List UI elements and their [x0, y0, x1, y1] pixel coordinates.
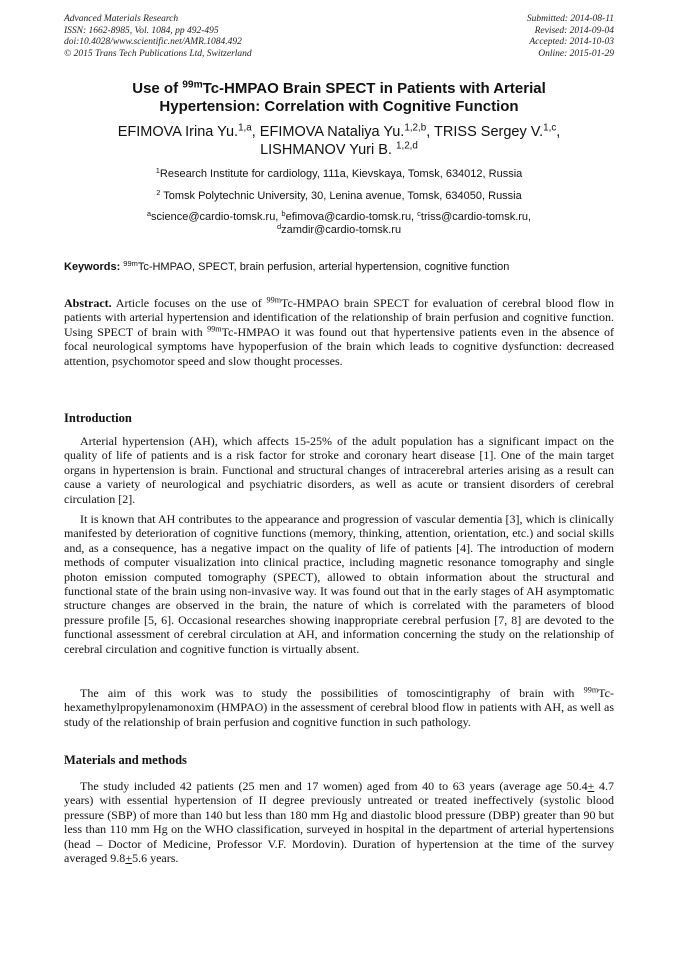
paper-title — [64, 80, 614, 116]
methods-text-c: 5.6 years. — [132, 851, 179, 866]
author-1-sup: 1,a — [238, 122, 252, 134]
methods-paragraph-1 — [64, 779, 614, 865]
affiliation-2-text: Tomsk Polytechnic University, 30, Lenina avenue, Tomsk, 634050, Russia — [160, 190, 522, 202]
keywords — [64, 258, 614, 274]
affiliation-1-text: Research Institute for cardiology, 111a, Kievskaya, Tomsk, 634012, Russia — [159, 168, 523, 180]
author-2: , EFIMOVA Nataliya Yu. — [251, 124, 405, 140]
plus-minus-2: + — [125, 851, 133, 866]
abstract-text-2: Tc-HMPAO brain SPECT for evaluation of cerebral blood flow in patients with arterial hypertension and identification of the relationship of brain perfusion and cognitive function. Using SPECT of brain with — [64, 296, 614, 339]
plus-minus-1: + — [587, 779, 595, 793]
affiliation-2-sup: 2 — [156, 187, 161, 197]
abstract-sup-2: 99m — [207, 324, 222, 334]
title-line1: Tc-HMPAO Brain SPECT in Patients with Arterial — [202, 80, 546, 97]
affiliation-1-sup: 1 — [155, 165, 160, 175]
copyright: © 2015 Trans Tech Publications Ltd, Switzerland — [64, 48, 252, 59]
publication-dates — [527, 14, 614, 60]
abstract-text-1: Article focuses on the use of — [111, 296, 267, 310]
methods-heading: Materials and methods — [64, 753, 187, 767]
title-prefix: Use of — [132, 80, 183, 97]
issn: ISSN: 1662-8985, Vol. 1084, pp 492-495 — [64, 25, 219, 36]
accepted-date: Accepted: 2014-10-03 — [529, 37, 614, 47]
keywords-text: Tc-HMPAO, SPECT, brain perfusion, arterial hypertension, cognitive function — [137, 261, 510, 273]
methods-text-b: 4.7 years) with essential hypertension of II degree previously untreated or treated ineffectively (systolic blood pressure (SBP) of more than 140 but less than 180 mm Hg and diastolic blood pressure (DBP) greater than 90 but less than 110 mm Hg on the WHO classification, surveyed in hospital in the department of arterial hypertensions (head – Doctor of Medicine, Professor V.F. Mordovin). Duration of hypertension at the time of the survey averaged 9.8 — [64, 779, 614, 866]
revised-date: Revised: 2014-09-04 — [534, 25, 614, 36]
methods-text-a: The study included 42 patients (25 men and 17 women) aged from 40 to 63 years (average age 50.4 — [80, 779, 588, 793]
submitted-date: Submitted: 2014-08-11 — [526, 14, 614, 24]
abstract-label: Abstract. — [64, 296, 112, 310]
doi: doi:10.4028/www.scientific.net/AMR.1084.492 — [64, 37, 242, 47]
email-a[interactable]: science@cardio-tomsk.ru, — [151, 211, 282, 223]
author-3-sup: 1,c — [543, 122, 557, 134]
author-1: EFIMOVA Irina Yu. — [117, 124, 239, 140]
intro-p3-text-b: Tc-hexamethylpropylenamonoxim (HMPAO) in the assessment of cerebral blood flow in patients with AH, as well as study of the relationship of brain perfusion and cognitive function in such pathology. — [64, 686, 614, 729]
abstract — [64, 296, 614, 368]
author-4-sup: 1,2,d — [396, 140, 418, 152]
email-b[interactable]: efimova@cardio-tomsk.ru, — [285, 211, 418, 223]
introduction-paragraph-3 — [64, 686, 614, 729]
email-b-sup: b — [281, 208, 286, 218]
email-c-sup: c — [417, 208, 421, 218]
author-4: LISHMANOV Yuri B. — [260, 142, 396, 158]
keywords-sup: 99m — [123, 258, 138, 268]
affiliation-2 — [64, 187, 614, 203]
title-isotope-sup: 99m — [182, 79, 203, 91]
affiliation-1 — [64, 165, 614, 181]
introduction-heading: Introduction — [64, 411, 132, 425]
email-a-sup: a — [146, 208, 152, 218]
online-date: Online: 2015-01-29 — [538, 48, 614, 59]
keywords-label: Keywords: — [64, 261, 124, 273]
abstract-sup-1: 99m — [266, 295, 282, 305]
title-line2: Hypertension: Correlation with Cognitive Function — [159, 98, 519, 115]
introduction-paragraph-1: Arterial hypertension (AH), which affects 15-25% of the adult population has a significant impact on the quality of life of patients and is a risk factor for stroke and coronary heart disease [1]. One of the main target organs in hypertension is brain. Functional and structural changes of intracerebral arteries arising as a result can cause a variety of neurological and psychiatric disorders, as well as acute or transient disorders of cerebral circulation [2]. — [64, 434, 614, 506]
abstract-text-3: Tc-HMPAO it was found out that hypertensive patients even in the absence of focal neurological symptoms have hypoperfusion of the brain which leads to cognitive dysfunction: decreased attention, psychomotor speed and slow thought processes. — [64, 324, 615, 368]
publication-info — [64, 14, 252, 60]
author-3: , TRISS Sergey V. — [426, 124, 544, 140]
email-d[interactable]: zamdir@cardio-tomsk.ru — [281, 224, 402, 236]
intro-p3-text-a: The aim of this work was to study the possibilities of tomoscintigraphy of brain with — [80, 686, 584, 700]
email-d-sup: d — [276, 221, 282, 231]
intro-p3-sup: 99m — [583, 685, 599, 695]
introduction-paragraph-2: It is known that AH contributes to the appearance and progression of vascular dementia [3], which is clinically manifested by deterioration of cognitive functions (memory, thinking, attention, orientation, etc.) and social skills and, as a consequence, has a negative impact on the quality of life of patients [4]. The introduction of modern methods of computer visualization into clinical practice, including magnetic resonance tomography and single photon emission computed tomography (SPECT), allowed to obtain information about the structural and functional state of the brain using non-invasive way. It was found out that in the early stages of AH asymptomatic structure changes are observed in the brain, the nature of which is correlated with the parameters of blood pressure profile [5, 6]. Occasional researches showing inappropriate cerebral perfusion [7, 8] are devoted to the functional assessment of cerebral circulation at AH, and information concerning the study on the relationship of cerebral circulation and cognitive function is virtually absent. — [64, 512, 614, 656]
author-list — [64, 123, 614, 159]
author-2-sup: 1,2,b — [404, 122, 427, 134]
author-emails — [64, 208, 614, 237]
email-c[interactable]: triss@cardio-tomsk.ru, — [420, 211, 532, 223]
author-comma: , — [556, 124, 561, 140]
journal-name: Advanced Materials Research — [64, 14, 179, 24]
